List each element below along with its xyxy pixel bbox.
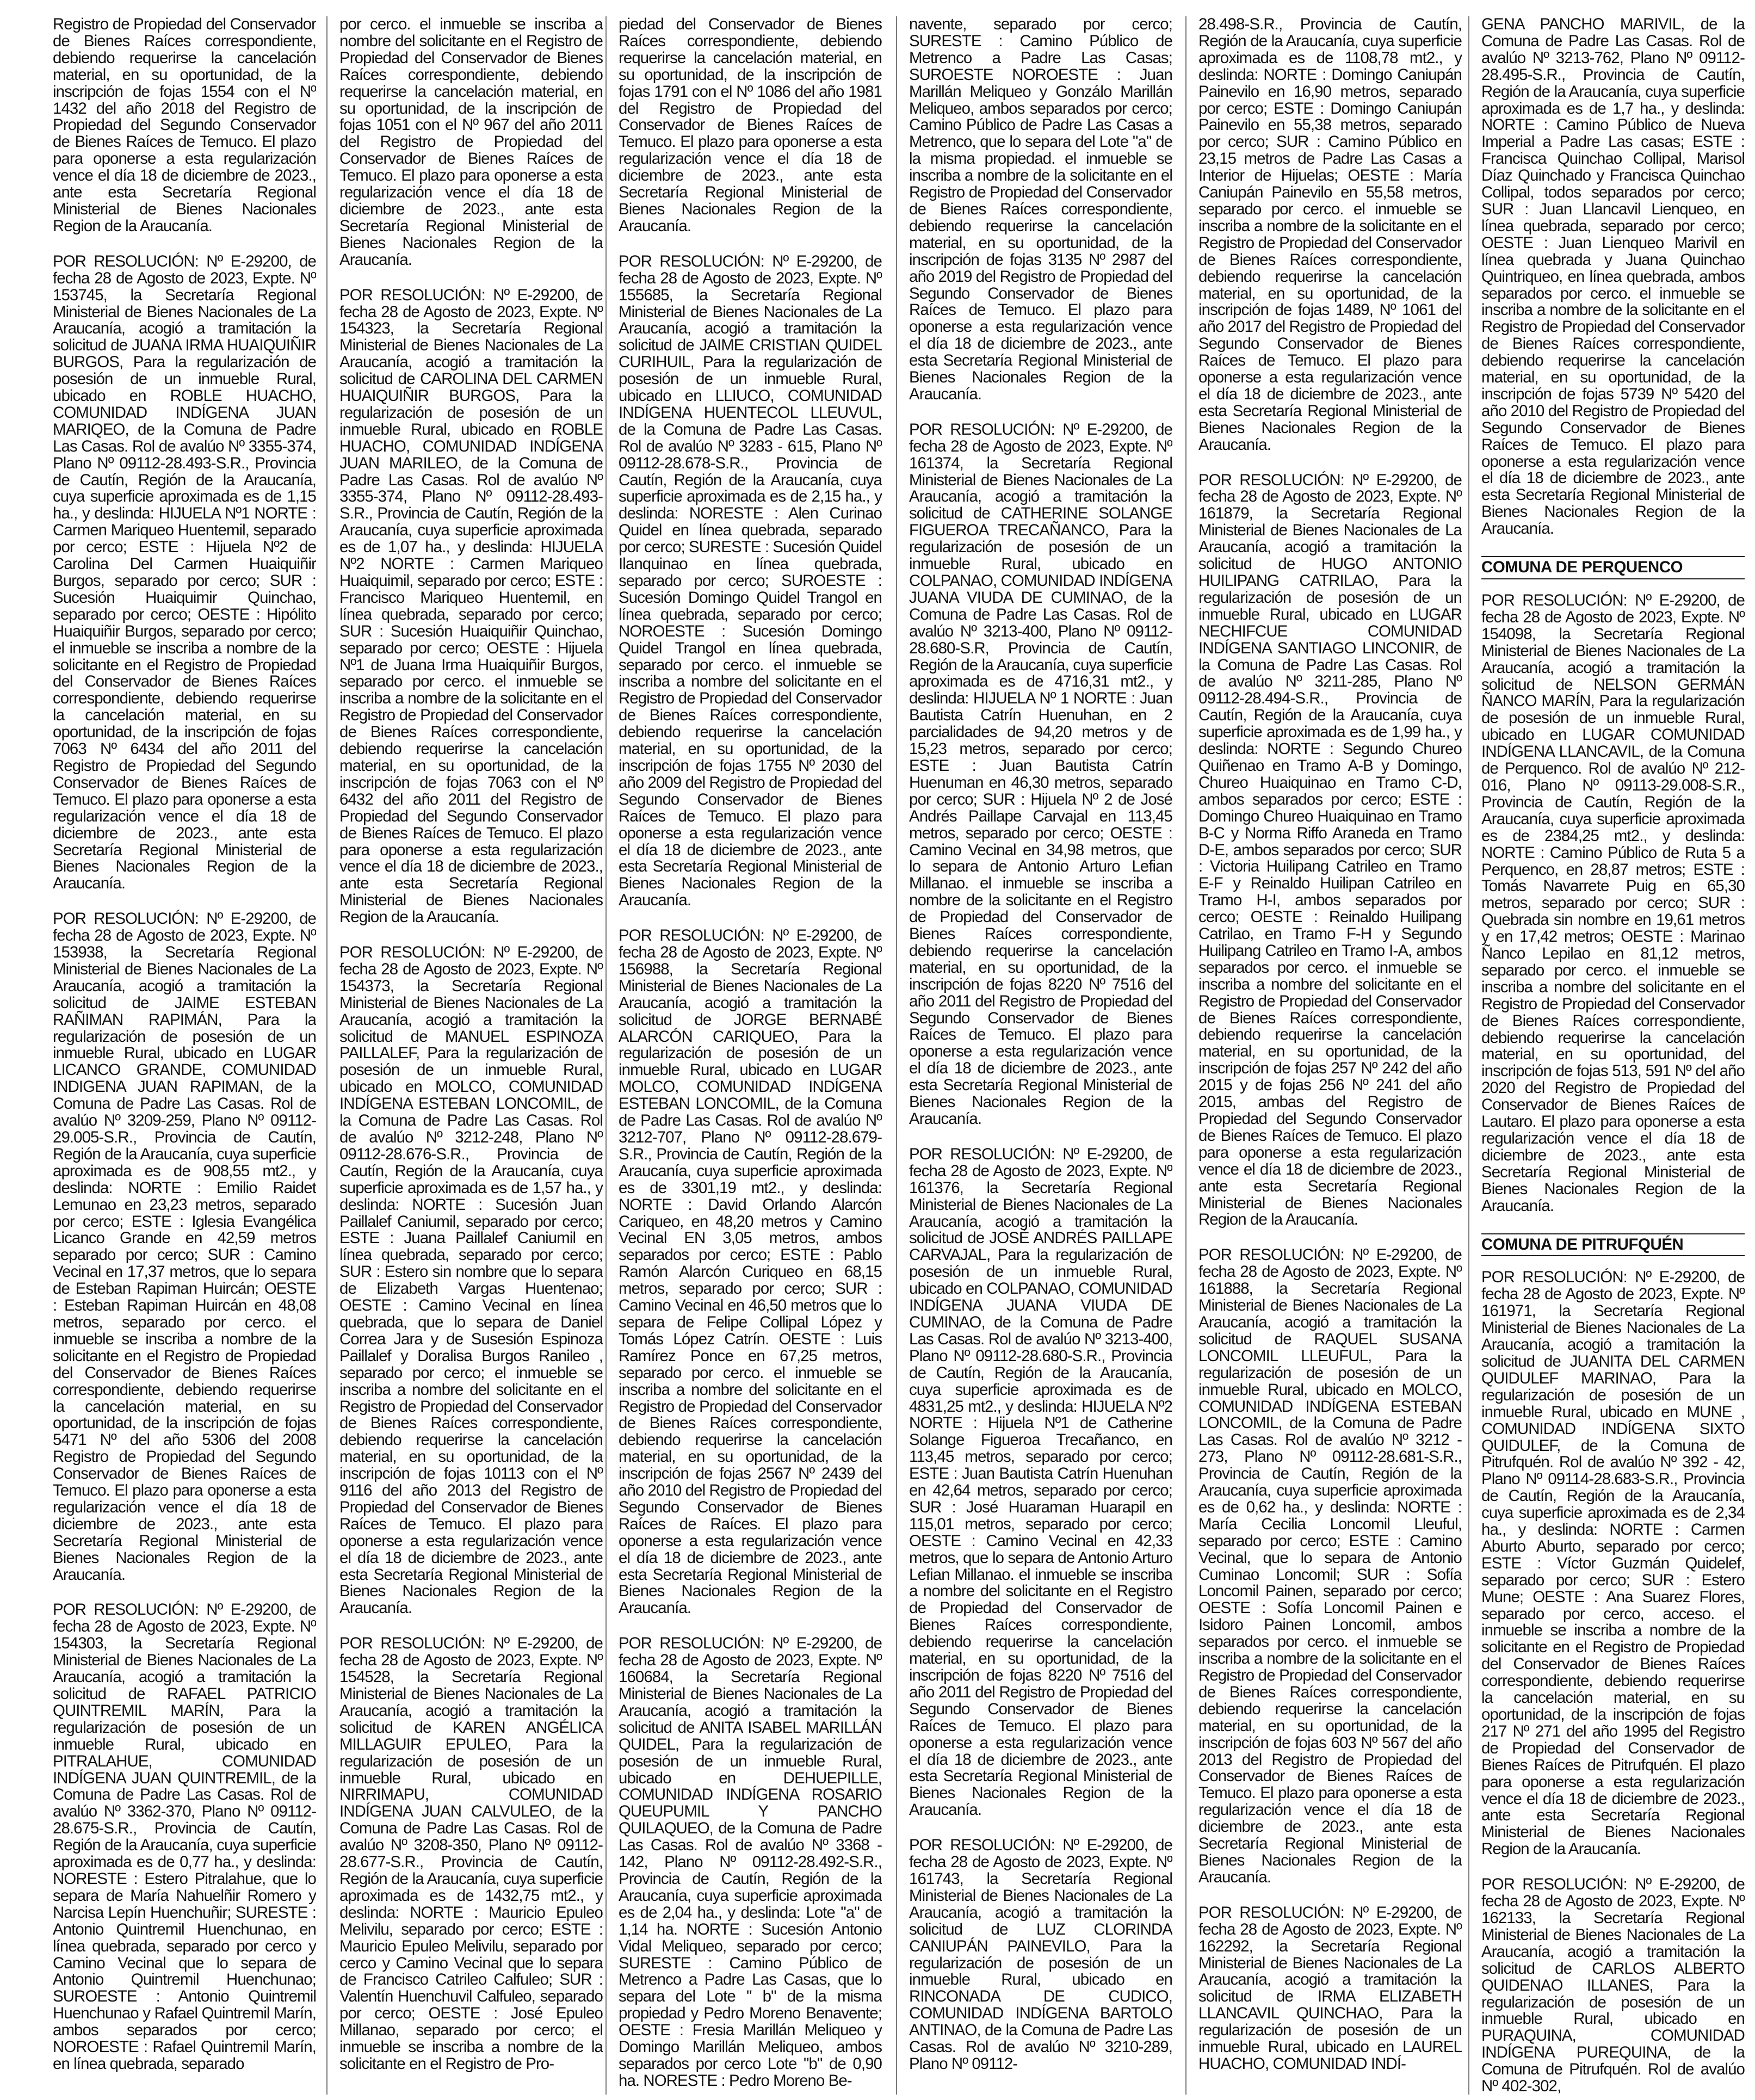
legal-notice-paragraph: POR RESOLUCIÓN: Nº E-29200, de fecha 28 de Agosto de 2023, Expte. Nº 162292, la Secretaría Regional Ministerial de Bienes Nacionales de La Araucanía, acogió a tramitación la solicitud de IRMA ELIZABETH LLANCAVIL QUINCHAO, Para la regularización de posesión de un inmueble Rural, ubicado en LAUREL HUACHO, COMUNIDAD INDÍ-	[1198, 1903, 1462, 2073]
legal-notice-paragraph: POR RESOLUCIÓN: Nº E-29200, de fecha 28 de Agosto de 2023, Expte. Nº 161374, la Secretaría Regional Ministerial de Bienes Nacionales de La Araucanía, acogió a tramitación la solicitud de CATHERINE SOLANGE FIGUEROA TRECAÑANCO, Para la regularización de posesión de un inmueble Rural, ubicado en COLPANAO, COMUNIDAD INDÍGENA JUANA VIUDA DE CUMINAO, de la Comuna de Padre Las Casas. Rol de avalúo Nº 3213-400, Plano Nº 09112-28.680-S.R, Provincia de Cautín, Región de la Araucanía, cuya superficie aproximada es de 4716,31 mt2., y deslinda: HIJUELA Nº 1 NORTE : Juan Bautista Catrín Huenuhan, en 2 parcialidades de 94,20 metros y de 15,23 metros, separado por cerco; ESTE : Juan Bautista Catrín Huenuman en 46,30 metros, separado por cerco; SUR : Hijuela Nº 2 de José Andrés Paillape Carvajal en 113,45 metros, separado por cerco; OESTE : Camino Vecinal en 34,98 metros, que lo separa de Antonio Arturo Lefian Millanao. el inmueble se inscriba a nombre de la solicitante en el Registro de Propiedad del Conservador de Bienes Raíces correspondiente, debiendo requerirse la cancelación material, en su oportunidad, de la inscripción de fojas 8220 Nº 7516 del año 2011 del Registro de Propiedad del Segundo Conservador de Bienes Raíces de Temuco. El plazo para oponerse a esta regularización vence el día 18 de diciembre de 2023., ante esta Secretaría Regional Ministerial de Bienes Nacionales Region de la Araucanía.	[909, 420, 1172, 1128]
legal-notice-paragraph: POR RESOLUCIÓN: Nº E-29200, de fecha 28 de Agosto de 2023, Expte. Nº 161971, la Secretaría Regional Ministerial de Bienes Nacionales de La Araucanía, acogió a tramitación la solicitud de JUANITA DEL CARMEN QUIDULEF MARINAO, Para la regularización de posesión de un inmueble Rural, ubicado en MUNE , COMUNIDAD INDÍGENA SIXTO QUIDULEF, de la Comuna de Pitrufquén. Rol de avalúo Nº 392 - 42, Plano Nº 09114-28.683-S.R., Provincia de Cautín, Región de la Araucanía, cuya superficie aproximada es de 2,34 ha., y deslinda: NORTE : Carmen Aburto Aburto, separado por cerco; ESTE : Víctor Guzmán Quidelef, separado por cerco; SUR : Estero Mune; OESTE : Ana Suarez Flores, separado por cerco, acceso. el inmueble se inscriba a nombre de la solicitante en el Registro de Propiedad del Conservador de Bienes Raíces correspondiente, debiendo requerirse la cancelación material, en su oportunidad, de la inscripción de fojas 217 Nº 271 del año 1995 del Registro de Propiedad del Conservador de Bienes Raíces de Pitrufquén. El plazo para oponerse a esta regularización vence el día 18 de diciembre de 2023., ante esta Secretaría Regional Ministerial de Bienes Nacionales Region de la Araucanía.	[1481, 1268, 1745, 1858]
legal-notice-paragraph: 28.498-S.R., Provincia de Cautín, Región de la Araucanía, cuya superficie aproximada es de 1108,78 mt2., y deslinda: NORTE : Domingo Caniupán Painevilo en 16,90 metros, separado por cerco; ESTE : Domingo Caniupán Painevilo en 55,38 metros, separado por cerco; SUR : Camino Público en 23,15 metros de Padre Las Casas a Interior de Hijuelas; OESTE : María Caniupán Painevilo en 55,58 metros, separado por cerco. el inmueble se inscriba a nombre de la solicitante en el Registro de Propiedad del Conservador de Bienes Raíces correspondiente, debiendo requerirse la cancelación material, en su oportunidad, de la inscripción de fojas 1489, Nº 1061 del año 2017 del Registro de Propiedad del Segundo Conservador de Bienes Raíces de Temuco. El plazo para oponerse a esta regularización vence el día 18 de diciembre de 2023., ante esta Secretaría Regional Ministerial de Bienes Nacionales Region de la Araucanía.	[1198, 16, 1462, 454]
column-rule	[896, 16, 897, 2095]
text-column-5	[1198, 16, 1462, 2095]
legal-notice-paragraph: POR RESOLUCIÓN: Nº E-29200, de fecha 28 de Agosto de 2023, Expte. Nº 153938, la Secretaría Regional Ministerial de Bienes Nacionales de La Araucanía, acogió a tramitación la solicitud de JAIME ESTEBAN RAÑIMAN RAPIMÁN, Para la regularización de posesión de un inmueble Rural, ubicado en LUGAR LICANCO GRANDE, COMUNIDAD INDIGENA JUAN RAPIMAN, de la Comuna de Padre Las Casas. Rol de avalúo Nº 3209-259, Plano Nº 09112-29.005-S.R., Provincia de Cautín, Región de la Araucanía, cuya superficie aproximada es de 908,55 mt2., y deslinda: NORTE : Emilio Raidet Lemunao en 23,23 metros, separado por cerco; ESTE : Iglesia Evangélica Licanco Grande en 42,59 metros separado por cerco; SUR : Camino Vecinal en 17,37 metros, que lo separa de Esteban Rapiman Huircán; OESTE : Esteban Rapiman Huircán en 48,08 metros, separado por cerco. el inmueble se inscriba a nombre de la solicitante en el Registro de Propiedad del Conservador de Bienes Raíces correspondiente, debiendo requerirse la cancelación material, en su oportunidad, de la inscripción de fojas 5471 Nº del año 5306 del 2008 Registro de Propiedad del Segundo Conservador de Bienes Raíces de Temuco. El plazo para oponerse a esta regularización vence el día 18 de diciembre de 2023., ante esta Secretaría Regional Ministerial de Bienes Nacionales Region de la Araucanía.	[53, 910, 316, 1584]
column-rule	[1468, 16, 1469, 2095]
text-column-6	[1481, 16, 1745, 2095]
legal-notice-paragraph: navente, separado por cerco; SURESTE : Camino Público de Metrenco a Padre Las Casas; SUROESTE NOROESTE : Juan Marillán Meliqueo y Gonzálo Marillán Meliqueo, ambos separados por cerco; Camino Público de Padre Las Casas a Metrenco, que lo separa del Lote "a" de la misma propiedad. el inmueble se inscriba a nombre de la solicitante en el Registro de Propiedad del Conservador de Bienes Raíces correspondiente, debiendo requerirse la cancelación material, en su oportunidad, de la inscripción de fojas 3135 Nº 2987 del año 2019 del Registro de Propiedad del Segundo Conservador de Bienes Raíces de Temuco. El plazo para oponerse a esta regularización vence el día 18 de diciembre de 2023., ante esta Secretaría Regional Ministerial de Bienes Nacionales Region de la Araucanía.	[909, 16, 1172, 403]
legal-notice-paragraph: POR RESOLUCIÓN: Nº E-29200, de fecha 28 de Agosto de 2023, Expte. Nº 154303, la Secretaría Regional Ministerial de Bienes Nacionales de La Araucanía, acogió a tramitación la solicitud de RAFAEL PATRICIO QUINTREMIL MARÍN, Para la regularización de posesión de un inmueble Rural, ubicado en PITRALAHUE, COMUNIDAD INDÍGENA JUAN QUINTREMIL, de la Comuna de Padre Las Casas. Rol de avalúo Nº 3362-370, Plano Nº 09112-28.675-S.R., Provincia de Cautín, Región de la Araucanía, cuya superficie aproximada es de 0,77 ha., y deslinda: NORESTE : Estero Pitralahue, que lo separa de María Nahuelñir Romero y Narcisa Lepín Huenchuñir; SURESTE : Antonio Quintremil Huenchunao, en línea quebrada, separado por cerco y Camino Vecinal que lo separa de Antonio Quintremil Huenchunao; SUROESTE : Antonio Quintremil Huenchunao y Rafael Quintremil Marín, ambos separados por cerco; NOROESTE : Rafael Quintremil Marín, en línea quebrada, separado	[53, 1601, 316, 2073]
section-heading: COMUNA DE PITRUFQUÉN	[1481, 1233, 1745, 1257]
legal-notice-paragraph: Registro de Propiedad del Conservador de Bienes Raíces correspondiente, debiendo requerirse la cancelación material, en su oportunidad, de la inscripción de fojas 1554 con el Nº 1432 del año 2018 del Registro de Propiedad del Segundo Conservador de Bienes Raíces de Temuco. El plazo para oponerse a esta regularización vence el día 18 de diciembre de 2023., ante esta Secretaría Regional Ministerial de Bienes Nacionales Region de la Araucanía.	[53, 16, 316, 235]
legal-notice-paragraph: piedad del Conservador de Bienes Raíces correspondiente, debiendo requerirse la cancelación material, en su oportunidad, de la inscripción de fojas 1791 con el Nº 1086 del año 1981 del Registro de Propiedad del Conservador de Bienes Raíces de Temuco. El plazo para oponerse a esta regularización vence el día 18 de diciembre de 2023., ante esta Secretaría Regional Ministerial de Bienes Nacionales Region de la Araucanía.	[619, 16, 882, 235]
text-column-4	[909, 16, 1172, 2095]
legal-notice-paragraph: POR RESOLUCIÓN: Nº E-29200, de fecha 28 de Agosto de 2023, Expte. Nº 154528, la Secretaría Regional Ministerial de Bienes Nacionales de La Araucanía, acogió a tramitación la solicitud de KAREN ANGÉLICA MILLAGUIR EPULEO, Para la regularización de posesión de un inmueble Rural, ubicado en NIRRIMAPU, COMUNIDAD INDÍGENA JUAN CALVULEO, de la Comuna de Padre Las Casas. Rol de avalúo Nº 3208-350, Plano Nº 09112-28.677-S.R., Provincia de Cautín, Región de la Araucanía, cuya superficie aproximada es de 1432,75 mt2., y deslinda: NORTE : Mauricio Epuleo Melivilu, separado por cerco; ESTE : Mauricio Epuleo Melivilu, separado por cerco y Camino Vecinal que lo separa de Francisco Catrileo Calfuleo; SUR : Valentín Huenchuvil Calfuleo, separado por cerco; OESTE : José Epuleo Millanao, separado por cerco; el inmueble se inscriba a nombre de la solicitante en el Registro de Pro-	[339, 1634, 603, 2073]
legal-notice-paragraph: POR RESOLUCIÓN: Nº E-29200, de fecha 28 de Agosto de 2023, Expte. Nº 156988, la Secretaría Regional Ministerial de Bienes Nacionales de La Araucanía, acogió a tramitación la solicitud de JORGE BERNABÉ ALARCÓN CARIQUEO, Para la regularización de posesión de un inmueble Rural, ubicado en LUGAR MOLCO, COMUNIDAD INDÍGENA ESTEBAN LONCOMIL, de la Comuna de Padre Las Casas. Rol de avalúo Nº 3212-707, Plano Nº 09112-28.679-S.R., Provincia de Cautín, Región de la Araucanía, cuya superficie aproximada es de 3301,19 mt2., y deslinda: NORTE : David Orlando Alarcón Cariqueo, en 48,20 metros y Camino Vecinal EN 3,05 metros, ambos separados por cerco; ESTE : Pablo Ramón Alarcón Curiqueo en 68,15 metros, separado por cerco; SUR : Camino Vecinal en 46,50 metros que lo separa de Felipe Collipal López y Tomás López Catrín. OESTE : Luis Ramírez Ponce en 67,25 metros, separado por cerco. el inmueble se inscriba a nombre del solicitante en el Registro de Propiedad del Conservador de Bienes Raíces correspondiente, debiendo requerirse la cancelación material, en su oportunidad, de la inscripción de fojas 2567 Nº 2439 del año 2010 del Registro de Propiedad del Segundo Conservador de Bienes Raíces de Raíces. El plazo para oponerse a esta regularización vence el día 18 de diciembre de 2023., ante esta Secretaría Regional Ministerial de Bienes Nacionales Region de la Araucanía.	[619, 927, 882, 1617]
legal-notice-paragraph: POR RESOLUCIÓN: Nº E-29200, de fecha 28 de Agosto de 2023, Expte. Nº 162133, la Secretaría Regional Ministerial de Bienes Nacionales de La Araucanía, acogió a tramitación la solicitud de CARLOS ALBERTO QUIDENAO ILLANES, Para la regularización de posesión de un inmueble Rural, ubicado en PURAQUINA, COMUNIDAD INDÍGENA PUREQUINA, de la Comuna de Pitrufquén. Rol de avalúo Nº 402-302,	[1481, 1875, 1745, 2095]
legal-notice-paragraph: por cerco. el inmueble se inscriba a nombre del solicitante en el Registro de Propiedad del Conservador de Bienes Raíces correspondiente, debiendo requerirse la cancelación material, en su oportunidad, de la inscripción de fojas 1051 con el Nº 967 del año 2011 del Registro de Propiedad del Conservador de Bienes Raíces de Temuco. El plazo para oponerse a esta regularización vence el día 18 de diciembre de 2023., ante esta Secretaría Regional Ministerial de Bienes Nacionales Region de la Araucanía.	[339, 16, 603, 269]
text-column-1	[53, 16, 316, 2095]
legal-notice-paragraph: POR RESOLUCIÓN: Nº E-29200, de fecha 28 de Agosto de 2023, Expte. Nº 160684, la Secretaría Regional Ministerial de Bienes Nacionales de La Araucanía, acogió a tramitación la solicitud de ANITA ISABEL MARILLÁN QUIDEL, Para la regularización de posesión de un inmueble Rural, ubicado en DEHUEPILLE, COMUNIDAD INDÍGENA ROSARIO QUEUPUMIL Y PANCHO QUILAQUEO, de la Comuna de Padre Las Casas. Rol de avalúo Nº 3368 - 142, Plano Nº 09112-28.492-S.R., Provincia de Cautín, Región de la Araucanía, cuya superficie aproximada es de 2,04 ha., y deslinda: Lote "a" de 1,14 ha. NORTE : Sucesión Antonio Vidal Meliqueo, separado por cerco; SURESTE : Camino Público de Metrenco a Padre Las Casas, que lo separa del Lote " b" de la misma propiedad y Pedro Moreno Benavente; OESTE : Fresia Marillán Meliqueo y Domingo Marillán Meliqueo, ambos separados por cerco Lote "b" de 0,90 ha. NORESTE : Pedro Moreno Be-	[619, 1634, 882, 2090]
section-heading: COMUNA DE PERQUENCO	[1481, 556, 1745, 579]
legal-notice-paragraph: POR RESOLUCIÓN: Nº E-29200, de fecha 28 de Agosto de 2023, Expte. Nº 154373, la Secretaría Regional Ministerial de Bienes Nacionales de La Araucanía, acogió a tramitación la solicitud de MANUEL ESPINOZA PAILLALEF, Para la regularización de posesión de un inmueble Rural, ubicado en MOLCO, COMUNIDAD INDÍGENA ESTEBAN LONCOMIL, de la Comuna de Padre Las Casas. Rol de avalúo Nº 3212-248, Plano Nº 09112-28.676-S.R., Provincia de Cautín, Región de la Araucanía, cuya superficie aproximada es de 1,57 ha., y deslinda: NORTE : Sucesión Juan Paillalef Caniumil, separado por cerco; ESTE : Juana Paillalef Caniumil en línea quebrada, separado por cerco; SUR : Estero sin nombre que lo separa de Elizabeth Vargas Huentenao; OESTE : Camino Vecinal en línea quebrada, que lo separa de Daniel Correa Jara y de Susesión Espinoza Paillalef y Doralisa Burgos Ranileo , separado por cerco; el inmueble se inscriba a nombre del solicitante en el Registro de Propiedad del Conservador de Bienes Raíces correspondiente, debiendo requerirse la cancelación material, en su oportunidad, de la inscripción de fojas 10113 con el Nº 9116 del año 2013 del Registro de Propiedad del Conservador de Bienes Raíces de Temuco. El plazo para oponerse a esta regularización vence el día 18 de diciembre de 2023., ante esta Secretaría Regional Ministerial de Bienes Nacionales Region de la Araucanía.	[339, 943, 603, 1617]
text-column-2	[339, 16, 603, 2095]
legal-notice-paragraph: POR RESOLUCIÓN: Nº E-29200, de fecha 28 de Agosto de 2023, Expte. Nº 161376, la Secretaría Regional Ministerial de Bienes Nacionales de La Araucanía, acogió a tramitación la solicitud de JOSÉ ANDRÉS PAILLAPE CARVAJAL, Para la regularización de posesión de un inmueble Rural, ubicado en COLPANAO, COMUNIDAD INDÍGENA JUANA VIUDA DE CUMINAO, de la Comuna de Padre Las Casas. Rol de avalúo Nº 3213-400, Plano Nº 09112-28.680-S.R., Provincia de Cautín, Región de la Araucanía, cuya superficie aproximada es de 4831,25 mt2., y deslinda: HIJUELA Nº2 NORTE : Hijuela Nº1 de Catherine Solange Figueroa Trecañanco, en 113,45 metros, separado por cerco; ESTE : Juan Bautista Catrín Huenuhan en 42,64 metros, separado por cerco; SUR : José Huaraman Huarapil en 115,01 metros, separado por cerco; OESTE : Camino Vecinal en 42,33 metros, que lo separa de Antonio Arturo Lefian Millanao. el inmueble se inscriba a nombre del solicitante en el Registro de Propiedad del Conservador de Bienes Raíces correspondiente, debiendo requerirse la cancelación material, en su oportunidad, de la inscripción de fojas 8220 Nº 7516 del año 2011 del Registro de Propiedad del Segundo Conservador de Bienes Raíces de Temuco. El plazo para oponerse a esta regularización vence el día 18 de diciembre de 2023., ante esta Secretaría Regional Ministerial de Bienes Nacionales Region de la Araucanía.	[909, 1145, 1172, 1819]
legal-notice-paragraph: POR RESOLUCIÓN: Nº E-29200, de fecha 28 de Agosto de 2023, Expte. Nº 161879, la Secretaría Regional Ministerial de Bienes Nacionales de La Araucanía, acogió a tramitación la solicitud de HUGO ANTONIO HUILIPANG CATRILAO, Para la regularización de posesión de un inmueble Rural, ubicado en LUGAR NECHIFCUE COMUNIDAD INDÍGENA SANTIAGO LINCONIR, de la Comuna de Padre Las Casas. Rol de avalúo Nº 3211-285, Plano Nº 09112-28.494-S.R., Provincia de Cautín, Región de la Araucanía, cuya superficie aproximada es de 1,99 ha., y deslinda: NORTE : Segundo Chureo Quiñenao en Tramo A-B y Domingo, Chureo Huaiquinao en Tramo C-D, ambos separados por cerco; ESTE : Domingo Chureo Huaiquinao en Tramo B-C y Norma Riffo Araneda en Tramo D-E, ambos separados por cerco; SUR : Victoria Huilipang Catrileo en Tramo E-F y Reinaldo Huilipan Catrileo en Tramo H-I, ambos separados por cerco; OESTE : Reinaldo Huilipang Catrilao, en Tramo F-H y Segundo Huilipang Catrileo en Tramo I-A, ambos separados por cerco. el inmueble se inscriba a nombre del solicitante en el Registro de Propiedad del Conservador de Bienes Raíces correspondiente, debiendo requerirse la cancelación material, en su oportunidad, de la inscripción de fojas 257 Nº 242 del año 2015 y de fojas 256 Nº 241 del año 2015, ambas del Registro de Propiedad del Segundo Conservador de Bienes Raíces de Temuco. El plazo para oponerse a esta regularización vence el día 18 de diciembre de 2023., ante esta Secretaría Regional Ministerial de Bienes Nacionales Region de la Araucanía.	[1198, 471, 1462, 1229]
legal-notice-paragraph: GENA PANCHO MARIVIL, de la Comuna de Padre Las Casas. Rol de avalúo Nº 3213-762, Plano Nº 09112-28.495-S.R., Provincia de Cautín, Región de la Araucanía, cuya superficie aproximada es de 1,7 ha., y deslinda: NORTE : Camino Público de Nueva Imperial a Padre Las casas; ESTE : Francisca Quinchao Collipal, Marisol Díaz Quinchado y Francisca Quinchao Collipal, todos separados por cerco; SUR : Juan Llancavil Lienqueo, en línea quebrada, separado por cerco; OESTE : Juan Lienqueo Marivil en línea quebrada y Juana Quinchao Quintriqueo, en línea quebrada, ambos separados por cerco. el inmueble se inscriba a nombre de la solicitante en el Registro de Propiedad del Conservador de Bienes Raíces correspondiente, debiendo requerirse la cancelación material, en su oportunidad, de la inscripción de fojas 5739 Nº 5420 del año 2010 del Registro de Propiedad del Segundo Conservador de Bienes Raíces de Temuco. El plazo para oponerse a esta regularización vence el día 18 de diciembre de 2023., ante esta Secretaría Regional Ministerial de Bienes Nacionales Region de la Araucanía.	[1481, 16, 1745, 538]
legal-notice-paragraph: POR RESOLUCIÓN: Nº E-29200, de fecha 28 de Agosto de 2023, Expte. Nº 153745, la Secretaría Regional Ministerial de Bienes Nacionales de La Araucanía, acogió a tramitación la solicitud de JUANA IRMA HUAIQUIÑIR BURGOS, Para la regularización de posesión de un inmueble Rural, ubicado en ROBLE HUACHO, COMUNIDAD INDÍGENA JUAN MARIQEO, de la Comuna de Padre Las Casas. Rol de avalúo Nº 3355-374, Plano Nº 09112-28.493-S.R., Provincia de Cautín, Región de la Araucanía, cuya superficie aproximada es de 1,15 ha., y deslinda: HIJUELA Nº1 NORTE : Carmen Mariqueo Huentemil, separado por cerco; ESTE : Hijuela Nº2 de Carolina Del Carmen Huaiquiñir Burgos, separado por cerco; SUR : Sucesión Huaiquimir Quinchao, separado por cerco; OESTE : Hipólito Huaiquiñir Burgos, separado por cerco; el inmueble se inscriba a nombre de la solicitante en el Registro de Propiedad del Conservador de Bienes Raíces correspondiente, debiendo requerirse la cancelación material, en su oportunidad, de la inscripción de fojas 7063 Nº 6434 del año 2011 del Registro de Propiedad del Segundo Conservador de Bienes Raíces de Temuco. El plazo para oponerse a esta regularización vence el día 18 de diciembre de 2023., ante esta Secretaría Regional Ministerial de Bienes Nacionales Region de la Araucanía.	[53, 252, 316, 893]
legal-notice-paragraph: POR RESOLUCIÓN: Nº E-29200, de fecha 28 de Agosto de 2023, Expte. Nº 161743, la Secretaría Regional Ministerial de Bienes Nacionales de La Araucanía, acogió a tramitación la solicitud de LUZ CLORINDA CANIUPÁN PAINEVILO, Para la regularización de posesión de un inmueble Rural, ubicado en RINCONADA DE CUDICO, COMUNIDAD INDÍGENA BARTOLO ANTINAO, de la Comuna de Padre Las Casas. Rol de avalúo Nº 3210-289, Plano Nº 09112-	[909, 1836, 1172, 2073]
legal-notice-paragraph: POR RESOLUCIÓN: Nº E-29200, de fecha 28 de Agosto de 2023, Expte. Nº 154098, la Secretaría Regional Ministerial de Bienes Nacionales de La Araucanía, acogió a tramitación la solicitud de NELSON GERMÁN ÑANCO MARÍN, Para la regularización de posesión de un inmueble Rural, ubicado en LUGAR COMUNIDAD INDÍGENA LLANCAVIL, de la Comuna de Perquenco. Rol de avalúo Nº 212-016, Plano Nº 09113-29.008-S.R., Provincia de Cautín, Región de la Araucanía, cuya superficie aproximada es de 2384,25 mt2., y deslinda: NORTE : Camino Público de Ruta 5 a Perquenco, en 28,87 metros; ESTE : Tomás Navarrete Puig en 65,30 metros, separado por cerco; SUR : Quebrada sin nombre en 19,61 metros y en 17,42 metros; OESTE : Marinao Ñanco Lepilao en 81,12 metros, separado por cerco. el inmueble se inscriba a nombre del solicitante en el Registro de Propiedad del Conservador de Bienes Raíces correspondiente, debiendo requerirse la cancelación material, en su oportunidad, del inscripción de fojas 513, 591 Nº del año 2020 del Registro de Propiedad del Conservador de Bienes Raíces de Lautaro. El plazo para oponerse a esta regularización vence el día 18 de diciembre de 2023., ante esta Secretaría Regional Ministerial de Bienes Nacionales Region de la Araucanía.	[1481, 591, 1745, 1215]
legal-notice-paragraph: POR RESOLUCIÓN: Nº E-29200, de fecha 28 de Agosto de 2023, Expte. Nº 161888, la Secretaría Regional Ministerial de Bienes Nacionales de La Araucanía, acogió a tramitación la solicitud de RAQUEL SUSANA LONCOMIL LLEUFUL, Para la regularización de posesión de un inmueble Rural, ubicado en MOLCO, COMUNIDAD INDÍGENA ESTEBAN LONCOMIL, de la Comuna de Padre Las Casas. Rol de avalúo Nº 3212 - 273, Plano Nº 09112-28.681-S.R., Provincia de Cautín, Región de la Araucanía, cuya superficie aproximada es de 0,62 ha., y deslinda: NORTE : María Cecilia Loncomil Lleuful, separado por cerco; ESTE : Camino Vecinal, que lo separa de Antonio Cuminao Loncomil; SUR : Sofía Loncomil Painen, separado por cerco; OESTE : Sofía Loncomil Painen e Isidoro Painen Loncomil, ambos separados por cerco. el inmueble se inscriba a nombre de la solicitante en el Registro de Propiedad del Conservador de Bienes Raíces correspondiente, debiendo requerirse la cancelación material, en su oportunidad, de la inscripción de fojas 603 Nº 567 del año 2013 del Registro de Propiedad del Conservador de Bienes Raíces de Temuco. El plazo para oponerse a esta regularización vence el día 18 de diciembre de 2023., ante esta Secretaría Regional Ministerial de Bienes Nacionales Region de la Araucanía.	[1198, 1246, 1462, 1886]
column-rule	[1185, 16, 1187, 2095]
legal-notice-paragraph: POR RESOLUCIÓN: Nº E-29200, de fecha 28 de Agosto de 2023, Expte. Nº 154323, la Secretaría Regional Ministerial de Bienes Nacionales de La Araucanía, acogió a tramitación la solicitud de CAROLINA DEL CARMEN HUAIQUIÑIR BURGOS, Para la regularización de posesión de un inmueble Rural, ubicado en ROBLE HUACHO, COMUNIDAD INDÍGENA JUAN MARILEO, de la Comuna de Padre Las Casas. Rol de avalúo Nº 3355-374, Plano Nº 09112-28.493-S.R., Provincia de Cautín, Región de la Araucanía, cuya superficie aproximada es de 1,07 ha., y deslinda: HIJUELA Nº2 NORTE : Carmen Mariqueo Huaiquimil, separado por cerco; ESTE : Francisco Mariqueo Huentemil, en línea quebrada, separado por cerco; SUR : Sucesión Huaiquiñir Quinchao, separado por cerco; OESTE : Hijuela Nº1 de Juana Irma Huaiquiñir Burgos, separado por cerco. el inmueble se inscriba a nombre de la solicitante en el Registro de Propiedad del Conservador de Bienes Raíces correspondiente, debiendo requerirse la cancelación material, en su oportunidad, de la inscripción de fojas 7063 con el Nº 6432 del año 2011 del Registro de Propiedad del Segundo Conservador de Bienes Raíces de Temuco. El plazo para oponerse a esta regularización vence el día 18 de diciembre de 2023., ante esta Secretaría Regional Ministerial de Bienes Nacionales Region de la Araucanía.	[339, 286, 603, 927]
column-rule	[326, 16, 327, 2095]
legal-notice-paragraph: POR RESOLUCIÓN: Nº E-29200, de fecha 28 de Agosto de 2023, Expte. Nº 155685, la Secretaría Regional Ministerial de Bienes Nacionales de La Araucanía, acogió a tramitación la solicitud de JAIME CRISTIAN QUIDEL CURIHUIL, Para la regularización de posesión de un inmueble Rural, ubicado en LLIUCO, COMUNIDAD INDÍGENA HUENTECOL LLEUVUL, de la Comuna de Padre Las Casas. Rol de avalúo Nº 3283 - 615, Plano Nº 09112-28.678-S.R., Provincia de Cautín, Región de la Araucanía, cuya superficie aproximada es de 2,15 ha., y deslinda: NORESTE : Alen Curinao Quidel en línea quebrada, separado por cerco; SURESTE : Sucesión Quidel Ilanquinao en línea quebrada, separado por cerco; SUROESTE : Sucesión Domingo Quidel Trangol en línea quebrada, separado por cerco; NOROESTE : Sucesión Domingo Quidel Trangol en línea quebrada, separado por cerco. el inmueble se inscriba a nombre del solicitante en el Registro de Propiedad del Conservador de Bienes Raíces correspondiente, debiendo requerirse la cancelación material, en su oportunidad, de la inscripción de fojas 1755 Nº 2030 del año 2009 del Registro de Propiedad del Segundo Conservador de Bienes Raíces de Temuco. El plazo para oponerse a esta regularización vence el día 18 de diciembre de 2023., ante esta Secretaría Regional Ministerial de Bienes Nacionales Region de la Araucanía.	[619, 252, 882, 910]
text-column-3	[619, 16, 882, 2095]
column-rule	[605, 16, 607, 2095]
